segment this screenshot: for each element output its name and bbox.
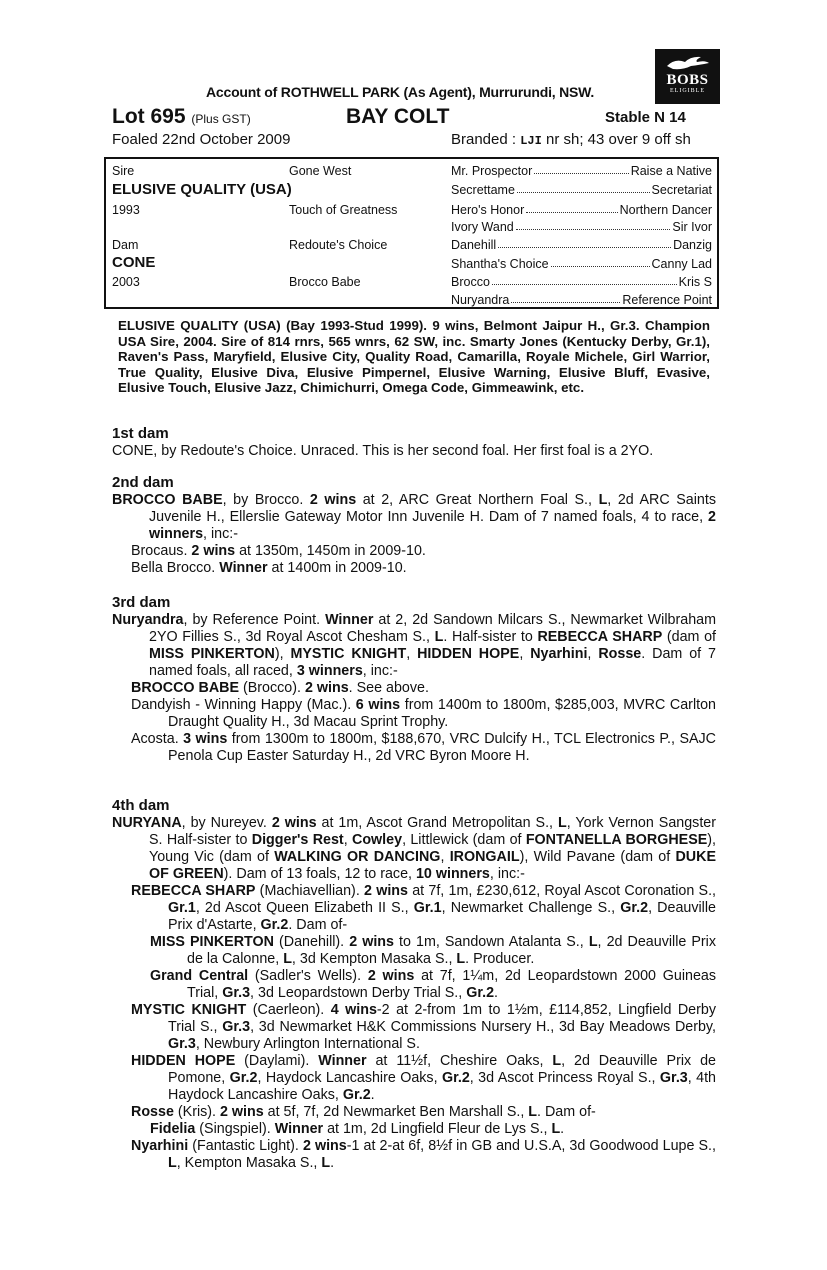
text-run: , 3d Newmarket H&K Commissions Nursery H., 3d Bay Meadows Derby, <box>250 1019 716 1035</box>
text-run: , 3d Kempton Masaka S., <box>291 951 457 967</box>
text-run: at 2, ARC Great Northern Foal S., <box>356 492 599 508</box>
third-dam-section <box>112 594 716 765</box>
text-run: at 5f, 7f, 2d Newmarket Ben Marshall S., <box>263 1104 529 1120</box>
second-dam-section <box>112 474 716 577</box>
bold-run: 2 wins <box>219 1104 264 1120</box>
text-run: at 7f, 1¼m, 2d Leopardstown 2000 Guineas Trial, <box>187 968 716 1001</box>
lot-description: BAY COLT <box>346 105 450 128</box>
bold-run: Nyarhini <box>530 646 588 662</box>
progeny-entry <box>112 731 716 765</box>
branded-prefix: Branded : <box>451 131 517 148</box>
text-run: ). Dam of 13 foals, 12 to race, <box>223 866 416 882</box>
text-run: , Deauville Prix d'Astarte, <box>168 900 716 933</box>
bold-run: MYSTIC KNIGHT <box>131 1002 247 1018</box>
text-run: . See above. <box>348 680 429 696</box>
dam-sire: Redoute's Choice <box>289 238 388 252</box>
stable-number: Stable N 14 <box>605 109 686 126</box>
dam-year: 2003 <box>112 275 140 289</box>
branded-suffix: nr sh; 43 over 9 off sh <box>546 131 691 148</box>
bold-run: MISS PINKERTON <box>149 646 275 662</box>
ggp-left: Ivory Wand <box>451 220 514 234</box>
bold-run: Gr.3 <box>168 1036 196 1052</box>
ggp-left: Secrettame <box>451 183 515 197</box>
bold-run: 2 wins <box>349 934 394 950</box>
ggp-left: Nuryandra <box>451 293 510 307</box>
text-run: ), Young Vic (dam of <box>149 832 717 865</box>
bold-run: L <box>588 934 598 950</box>
bold-run: Gr.3 <box>222 1019 251 1035</box>
bold-run: Gr.1 <box>413 900 442 916</box>
text-run: (Singspiel). <box>195 1121 275 1137</box>
progeny-entry <box>112 1121 716 1138</box>
bold-run: Gr.3 <box>222 985 251 1001</box>
bold-run: WALKING OR DANCING <box>274 849 441 865</box>
text-run: Dandyish - Winning Happy (Mac.). <box>131 697 356 713</box>
bold-run: Gr.1 <box>168 900 196 916</box>
text-run: . Dam of 7 named foals, all raced, <box>149 646 716 679</box>
foaled-date: Foaled 22nd October 2009 <box>112 131 291 148</box>
text-run: , inc:- <box>489 866 525 882</box>
bold-run: L <box>598 492 608 508</box>
text-run: , <box>343 832 352 848</box>
bold-run: L <box>456 951 466 967</box>
text-run: ), <box>274 646 291 662</box>
bold-run: Gr.3 <box>659 1070 688 1086</box>
lot-number <box>112 105 251 129</box>
text-run: , 2d Ascot Queen Elizabeth II S., <box>195 900 414 916</box>
bold-run: DUKE OF GREEN <box>149 849 716 882</box>
text-run: , 2d Deauville Prix de la Calonne, <box>187 934 716 967</box>
lot-label: Lot 695 <box>112 105 186 128</box>
ggp-left: Shantha's Choice <box>451 257 549 271</box>
bold-run: REBECCA SHARP <box>537 629 663 645</box>
text-run: (Fantastic Light). <box>188 1138 303 1154</box>
progeny-entry <box>112 697 716 731</box>
ggp-right: Sir Ivor <box>672 220 712 234</box>
text-run: at 7f, 1m, £230,612, Royal Ascot Coronation S., <box>408 883 717 899</box>
ggp-right: Canny Lad <box>651 257 712 271</box>
sire-year: 1993 <box>112 203 140 217</box>
text-run: at 1m, Ascot Grand Metropolitan S., <box>316 815 558 831</box>
bold-run: Nuryandra <box>112 612 184 628</box>
bold-run: Fidelia <box>150 1121 196 1137</box>
progeny-entry <box>112 1053 716 1104</box>
logo-word: BOBS <box>666 72 709 88</box>
text-run: to 1m, Sandown Atalanta S., <box>393 934 589 950</box>
progeny-entry <box>112 543 716 560</box>
text-run: at 2, 2d Sandown Milcars S., Newmarket Wilbraham 2YO Fillies S., 3d Royal Ascot Chesham S., <box>149 612 717 645</box>
text-run: , Newmarket Challenge S., <box>441 900 621 916</box>
text-run: . Dam of- <box>288 917 348 933</box>
text-run: , <box>440 849 450 865</box>
bold-run: HIDDEN HOPE <box>131 1053 236 1069</box>
bold-run: REBECCA SHARP <box>131 883 256 899</box>
text-run: . <box>370 1087 375 1103</box>
ggp-row <box>451 203 712 217</box>
ggp-row <box>451 183 712 197</box>
bold-run: L <box>283 951 292 967</box>
bold-run: 2 wins <box>271 815 317 831</box>
bold-run: Gr.2 <box>466 985 495 1001</box>
sire-name: ELUSIVE QUALITY (USA) <box>112 181 292 198</box>
ggp-right: Northern Dancer <box>619 203 712 217</box>
bold-run: Winner <box>274 1121 324 1137</box>
text-run: , inc:- <box>203 526 238 542</box>
section-heading: 1st dam <box>112 425 169 442</box>
dam-dam: Brocco Babe <box>289 275 361 289</box>
dam-entry <box>112 612 716 680</box>
text-run: , York Vernon Sangster S. Half-sister to <box>149 815 717 848</box>
bold-run: BROCCO BABE <box>112 492 223 508</box>
sire-sire: Gone West <box>289 164 352 178</box>
bold-run: 6 wins <box>355 697 401 713</box>
ggp-right: Danzig <box>673 238 712 252</box>
progeny-entry <box>112 680 716 697</box>
first-dam-section <box>112 425 716 460</box>
text-run: . Half-sister to <box>443 629 538 645</box>
bold-run: Rosse <box>598 646 642 662</box>
progeny-entry <box>112 934 716 968</box>
bold-run: L <box>528 1104 538 1120</box>
bold-run: 4 wins <box>330 1002 377 1018</box>
text-run: (Daylami). <box>235 1053 319 1069</box>
first-dam-text: CONE, by Redoute's Choice. Unraced. This is her second foal. Her first foal is a 2YO. <box>112 443 654 459</box>
text-run: -2 at 2-from 1m to 1½m, £114,852, Lingfield Derby Trial S., <box>168 1002 716 1035</box>
logo-sub: ELIGIBLE <box>670 88 705 94</box>
text-run: from 1300m to 1800m, $188,670, VRC Dulcify H., TCL Electronics P., SAJC Penola Cup Easter Saturday H., 2d VRC Byron Moore H. <box>168 731 716 764</box>
text-run: (Danehill). <box>273 934 350 950</box>
text-run: , 3d Leopardstown Derby Trial S., <box>250 985 467 1001</box>
text-run: (Brocco). <box>239 680 305 696</box>
progeny-entry <box>112 560 716 577</box>
bold-run: 2 wins <box>367 968 415 984</box>
section-heading: 3rd dam <box>112 594 171 611</box>
ggp-left: Mr. Prospector <box>451 164 533 178</box>
text-run: , 4th Haydock Lancashire Oaks, <box>168 1070 716 1103</box>
text-run: . <box>330 1155 335 1171</box>
ggp-row <box>451 275 712 289</box>
section-heading: 4th dam <box>112 797 170 814</box>
text-run: Brocaus. <box>131 543 192 559</box>
text-run: (Caerleon). <box>246 1002 331 1018</box>
brand-mark: LJI <box>520 134 542 148</box>
bold-run: Nyarhini <box>131 1138 189 1154</box>
bold-run: L <box>168 1155 177 1171</box>
text-run: , by Brocco. <box>222 492 310 508</box>
bold-run: 3 wins <box>183 731 228 747</box>
bold-run: IRONGAIL <box>449 849 520 865</box>
bold-run: 2 wins <box>364 883 408 899</box>
dam-label: Dam <box>112 238 139 252</box>
vendor-account: Account of ROTHWELL PARK (As Agent), Murrurundi, NSW. <box>206 84 595 100</box>
bold-run: Gr.2 <box>229 1070 258 1086</box>
bold-run: MYSTIC KNIGHT <box>290 646 407 662</box>
text-run: , by Reference Point. <box>183 612 326 628</box>
ggp-row <box>451 164 712 178</box>
text-run: at 1m, 2d Lingfield Fleur de Lys S., <box>323 1121 552 1137</box>
progeny-entry <box>112 1002 716 1053</box>
sire-description: ELUSIVE QUALITY (USA) (Bay 1993-Stud 1999). 9 wins, Belmont Jaipur H., Gr.3. Champion USA Sire, 2004. Sire of 814 rnrs, 565 wnrs, 62 SW, inc. Smarty Jones (Kentucky Derby, Gr.1), Raven's Pass, Maryfield, Elusive City, Quality Road, Camarilla, Royale Michele, Girl Warrior, True Quality, Elusive Diva, Elusive Pimpernel, Elusive Warning, Elusive Bluff, Evasive, Elusive Touch, Elusive Jazz, Chimichurri, Omega Code, Gimmeawink, etc. <box>118 318 710 395</box>
ggp-right: Raise a Native <box>630 164 712 178</box>
ggp-row <box>451 293 712 307</box>
progeny-entry <box>112 1138 716 1172</box>
text-run: , 2d ARC Saints Juvenile H., Ellerslie Gateway Motor Inn Juvenile H. Dam of 7 named foals, 4 to race, <box>149 492 716 525</box>
sire-dam: Touch of Greatness <box>289 203 398 217</box>
progeny-entry <box>112 968 716 1002</box>
ggp-right: Kris S <box>678 275 712 289</box>
text-run: . <box>560 1121 565 1137</box>
bold-run: Cowley <box>352 832 403 848</box>
text-run: , <box>519 646 531 662</box>
bold-run: L <box>558 815 567 831</box>
bold-run: L <box>321 1155 331 1171</box>
text-run: . <box>494 985 499 1001</box>
bold-run: L <box>552 1053 562 1069</box>
text-run: , Haydock Lancashire Oaks, <box>257 1070 442 1086</box>
progeny-entry <box>112 883 716 934</box>
text-run: , <box>587 646 599 662</box>
bold-run: Grand Central <box>150 968 249 984</box>
text-run: Bella Brocco. <box>131 560 220 576</box>
text-run: , Littlewick (dam of <box>402 832 526 848</box>
sire-label: Sire <box>112 164 135 178</box>
bold-run: Winner <box>325 612 374 628</box>
text-run: (Machiavellian). <box>255 883 365 899</box>
text-run: , inc:- <box>362 663 398 679</box>
text-run: (Kris). <box>173 1104 220 1120</box>
text-run: . Dam of- <box>537 1104 596 1120</box>
text-run: , Newbury Arlington International S. <box>195 1036 420 1052</box>
bold-run: 10 winners <box>415 866 490 882</box>
text-run: at 1400m in 2009-10. <box>267 560 407 576</box>
text-run: , Kempton Masaka S., <box>176 1155 322 1171</box>
text-run: (dam of <box>662 629 716 645</box>
text-run: at 1350m, 1450m in 2009-10. <box>235 543 426 559</box>
text-run: (Sadler's Wells). <box>248 968 368 984</box>
text-run: from 1400m to 1800m, $285,003, MVRC Carlton Draught Quality H., 3d Macau Sprint Trophy. <box>168 697 716 730</box>
ggp-row <box>451 220 712 234</box>
bold-run: Winner <box>318 1053 367 1069</box>
bold-run: 2 wins <box>309 492 357 508</box>
bold-run: Gr.2 <box>342 1087 371 1103</box>
branded-info <box>451 131 691 148</box>
bold-run: Digger's Rest <box>251 832 344 848</box>
dam-entry <box>112 492 716 543</box>
bold-run: Rosse <box>131 1104 174 1120</box>
text-run: , 2d Deauville Prix de Pomone, <box>168 1053 716 1086</box>
bold-run: Winner <box>219 560 268 576</box>
bold-run: 2 wins <box>302 1138 347 1154</box>
ggp-left: Brocco <box>451 275 490 289</box>
bold-run: Gr.2 <box>441 1070 470 1086</box>
text-run: , by Nureyev. <box>181 815 272 831</box>
bold-run: 3 winners <box>296 663 363 679</box>
gst-note: (Plus GST) <box>191 112 251 126</box>
dam-name: CONE <box>112 254 156 271</box>
text-run: . Producer. <box>465 951 535 967</box>
bold-run: MISS PINKERTON <box>150 934 274 950</box>
bold-run: NURYANA <box>112 815 182 831</box>
bold-run: 2 wins <box>304 680 349 696</box>
bold-run: Gr.2 <box>620 900 649 916</box>
bold-run: BROCCO BABE <box>131 680 240 696</box>
dam-entry <box>112 815 716 883</box>
ggp-right: Secretariat <box>651 183 712 197</box>
section-heading: 2nd dam <box>112 474 174 491</box>
text-run: ), Wild Pavane (dam of <box>519 849 676 865</box>
bobs-eligible-logo <box>655 49 720 104</box>
bold-run: L <box>434 629 444 645</box>
progeny-entry <box>112 1104 716 1121</box>
pedigree-table <box>104 157 719 309</box>
bold-run: Gr.2 <box>260 917 289 933</box>
ggp-left: Hero's Honor <box>451 203 525 217</box>
text-run: , <box>406 646 418 662</box>
text-run: , 3d Ascot Princess Royal S., <box>469 1070 660 1086</box>
text-run: at 11½f, Cheshire Oaks, <box>366 1053 553 1069</box>
ggp-row <box>451 257 712 271</box>
ggp-row <box>451 238 712 252</box>
bold-run: L <box>551 1121 561 1137</box>
bold-run: FONTANELLA BORGHESE <box>525 832 708 848</box>
bird-icon <box>665 54 711 72</box>
text-run: -1 at 2-at 6f, 8½f in GB and U.S.A, 3d Goodwood Lupe S., <box>346 1138 716 1154</box>
fourth-dam-section <box>112 797 716 1172</box>
ggp-left: Danehill <box>451 238 497 252</box>
bold-run: 2 winners <box>149 509 716 542</box>
bold-run: 2 wins <box>191 543 236 559</box>
text-run: Acosta. <box>131 731 184 747</box>
ggp-right: Reference Point <box>622 293 712 307</box>
bold-run: HIDDEN HOPE <box>417 646 520 662</box>
